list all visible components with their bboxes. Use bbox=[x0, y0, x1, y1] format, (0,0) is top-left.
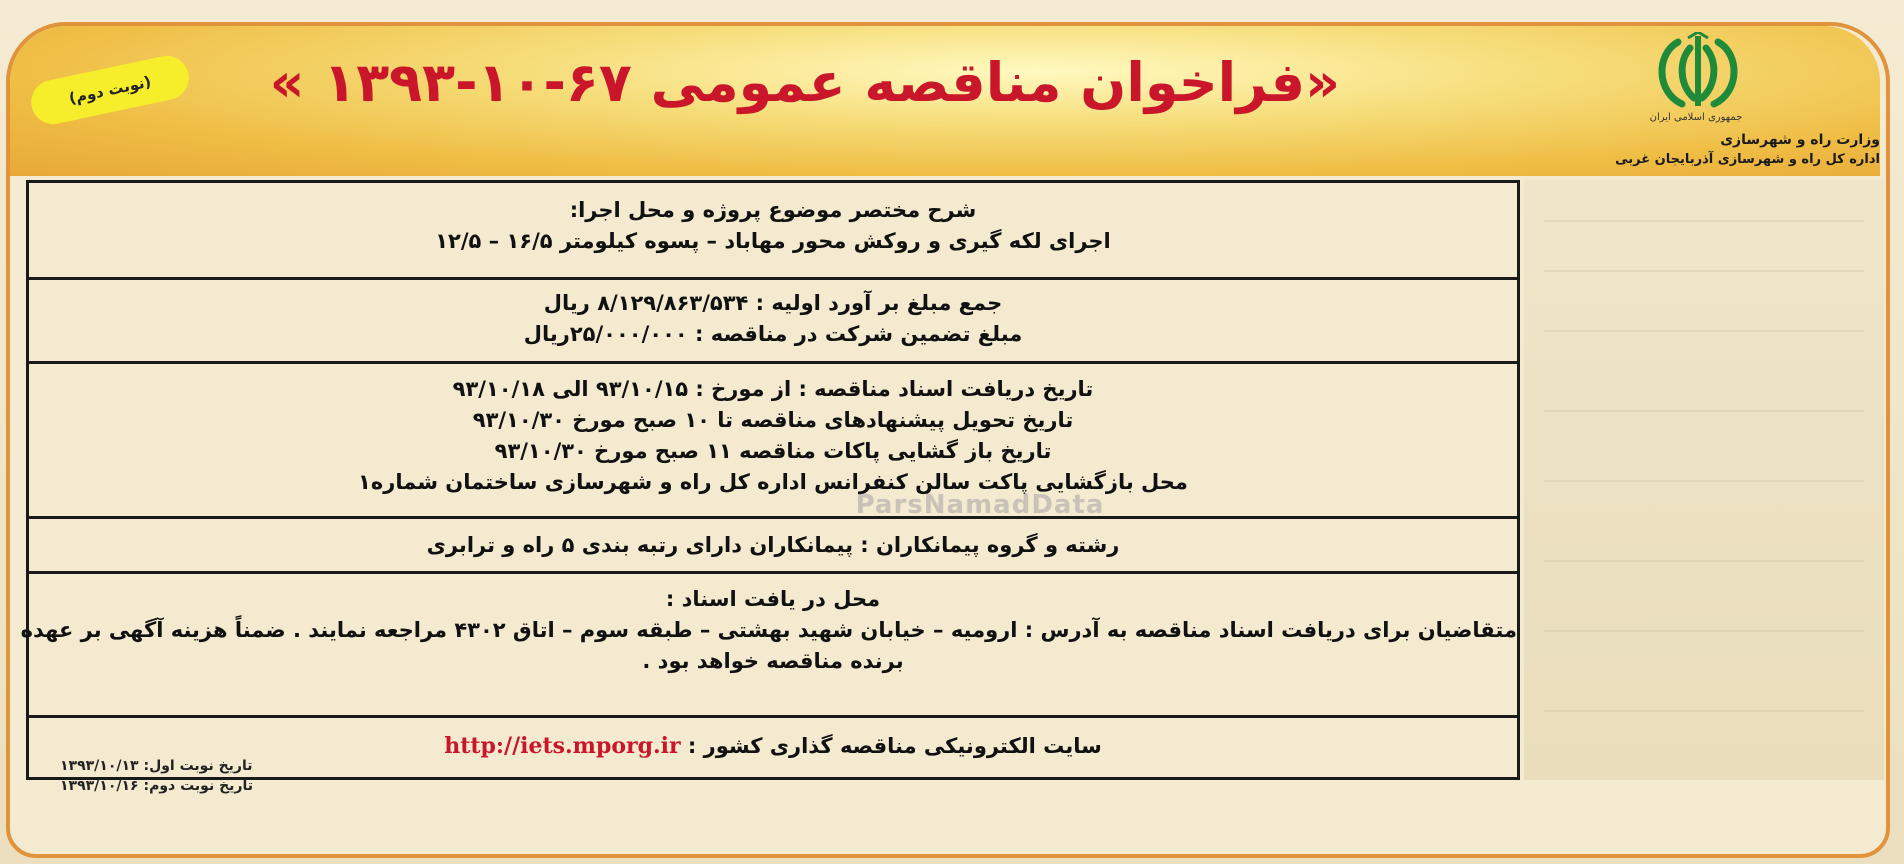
first-round-date: تاریخ نوبت اول: ۱۳۹۳/۱۰/۱۳ bbox=[60, 758, 253, 774]
documents-heading: محل در یافت اسناد : bbox=[665, 587, 881, 611]
documents-line1: متقاضیان برای دریافت اسناد مناقصه به آدرس : ارومیه – خیابان شهید بهشتی – طبقه سوم – اتاق ۴۳۰۲ مراجعه نمایند . ضمناً هزینه آگهی بر عهده bbox=[20, 618, 1517, 642]
emblem-caption: جمهوری اسلامی ایران bbox=[1649, 112, 1743, 123]
documents-line2: برنده مناقصه خواهد بود . bbox=[642, 649, 904, 673]
guarantee-amount: مبلغ تضمین شرکت در مناقصه : ۲۵/۰۰۰/۰۰۰ریال bbox=[523, 322, 1023, 346]
ministry-name: وزارت راه و شهرسازی bbox=[1720, 132, 1880, 148]
amounts-section bbox=[29, 280, 1517, 364]
iran-emblem-icon bbox=[1638, 32, 1758, 114]
contractors-text: رشته و گروه پیمانکاران : پیمانکاران دارای رتبه بندی ۵ راه و ترابری bbox=[426, 533, 1120, 557]
project-section bbox=[29, 183, 1517, 280]
deliver-date: تاریخ تحویل پیشنهادهای مناقصه تا ۱۰ صبح مورخ ۹۳/۱۰/۳۰ bbox=[472, 408, 1074, 432]
adjacent-faded-ad bbox=[1524, 180, 1884, 780]
opening-location: محل بازگشایی پاکت سالن کنفرانس اداره کل راه و شهرسازی ساختمان شماره۱ bbox=[358, 470, 1188, 494]
project-text: اجرای لکه گیری و روکش محور مهاباد – پسوه کیلومتر ۱۶/۵ – ۱۲/۵ bbox=[435, 229, 1111, 253]
site-label: سایت الکترونیکی مناقصه گذاری کشور : bbox=[687, 734, 1102, 758]
receive-date: تاریخ دریافت اسناد مناقصه : از مورخ : ۹۳/۱۰/۱۵ الی ۹۳/۱۰/۱۸ bbox=[452, 377, 1094, 401]
documents-section bbox=[20, 574, 1517, 718]
opening-date: تاریخ باز گشایی پاکات مناقصه ۱۱ صبح مورخ ۹۳/۱۰/۳۰ bbox=[494, 439, 1052, 463]
estimate-amount: جمع مبلغ بر آورد اولیه : ۸/۱۲۹/۸۶۳/۵۳۴ ریال bbox=[543, 291, 1003, 315]
contractors-section bbox=[29, 519, 1517, 574]
ad-title: «فراخوان مناقصه عمومی ۶۷-۱۰-۱۳۹۳ » bbox=[269, 51, 1340, 114]
ministry-block bbox=[1540, 130, 1880, 170]
publication-notes bbox=[60, 756, 320, 796]
department-name: اداره کل راه و شهرسازی آذربایجان غربی bbox=[1615, 152, 1880, 167]
project-heading: شرح مختصر موضوع پروژه و محل اجرا: bbox=[569, 198, 977, 222]
tender-details-table bbox=[20, 180, 1520, 780]
watermark: ParsNamadData bbox=[855, 490, 1105, 520]
site-url-link[interactable]: http://iets.mporg.ir bbox=[444, 733, 681, 759]
round-badge: (نوبت دوم) bbox=[27, 52, 193, 128]
second-round-date: تاریخ نوبت دوم: ۱۳۹۳/۱۰/۱۶ bbox=[60, 778, 253, 794]
